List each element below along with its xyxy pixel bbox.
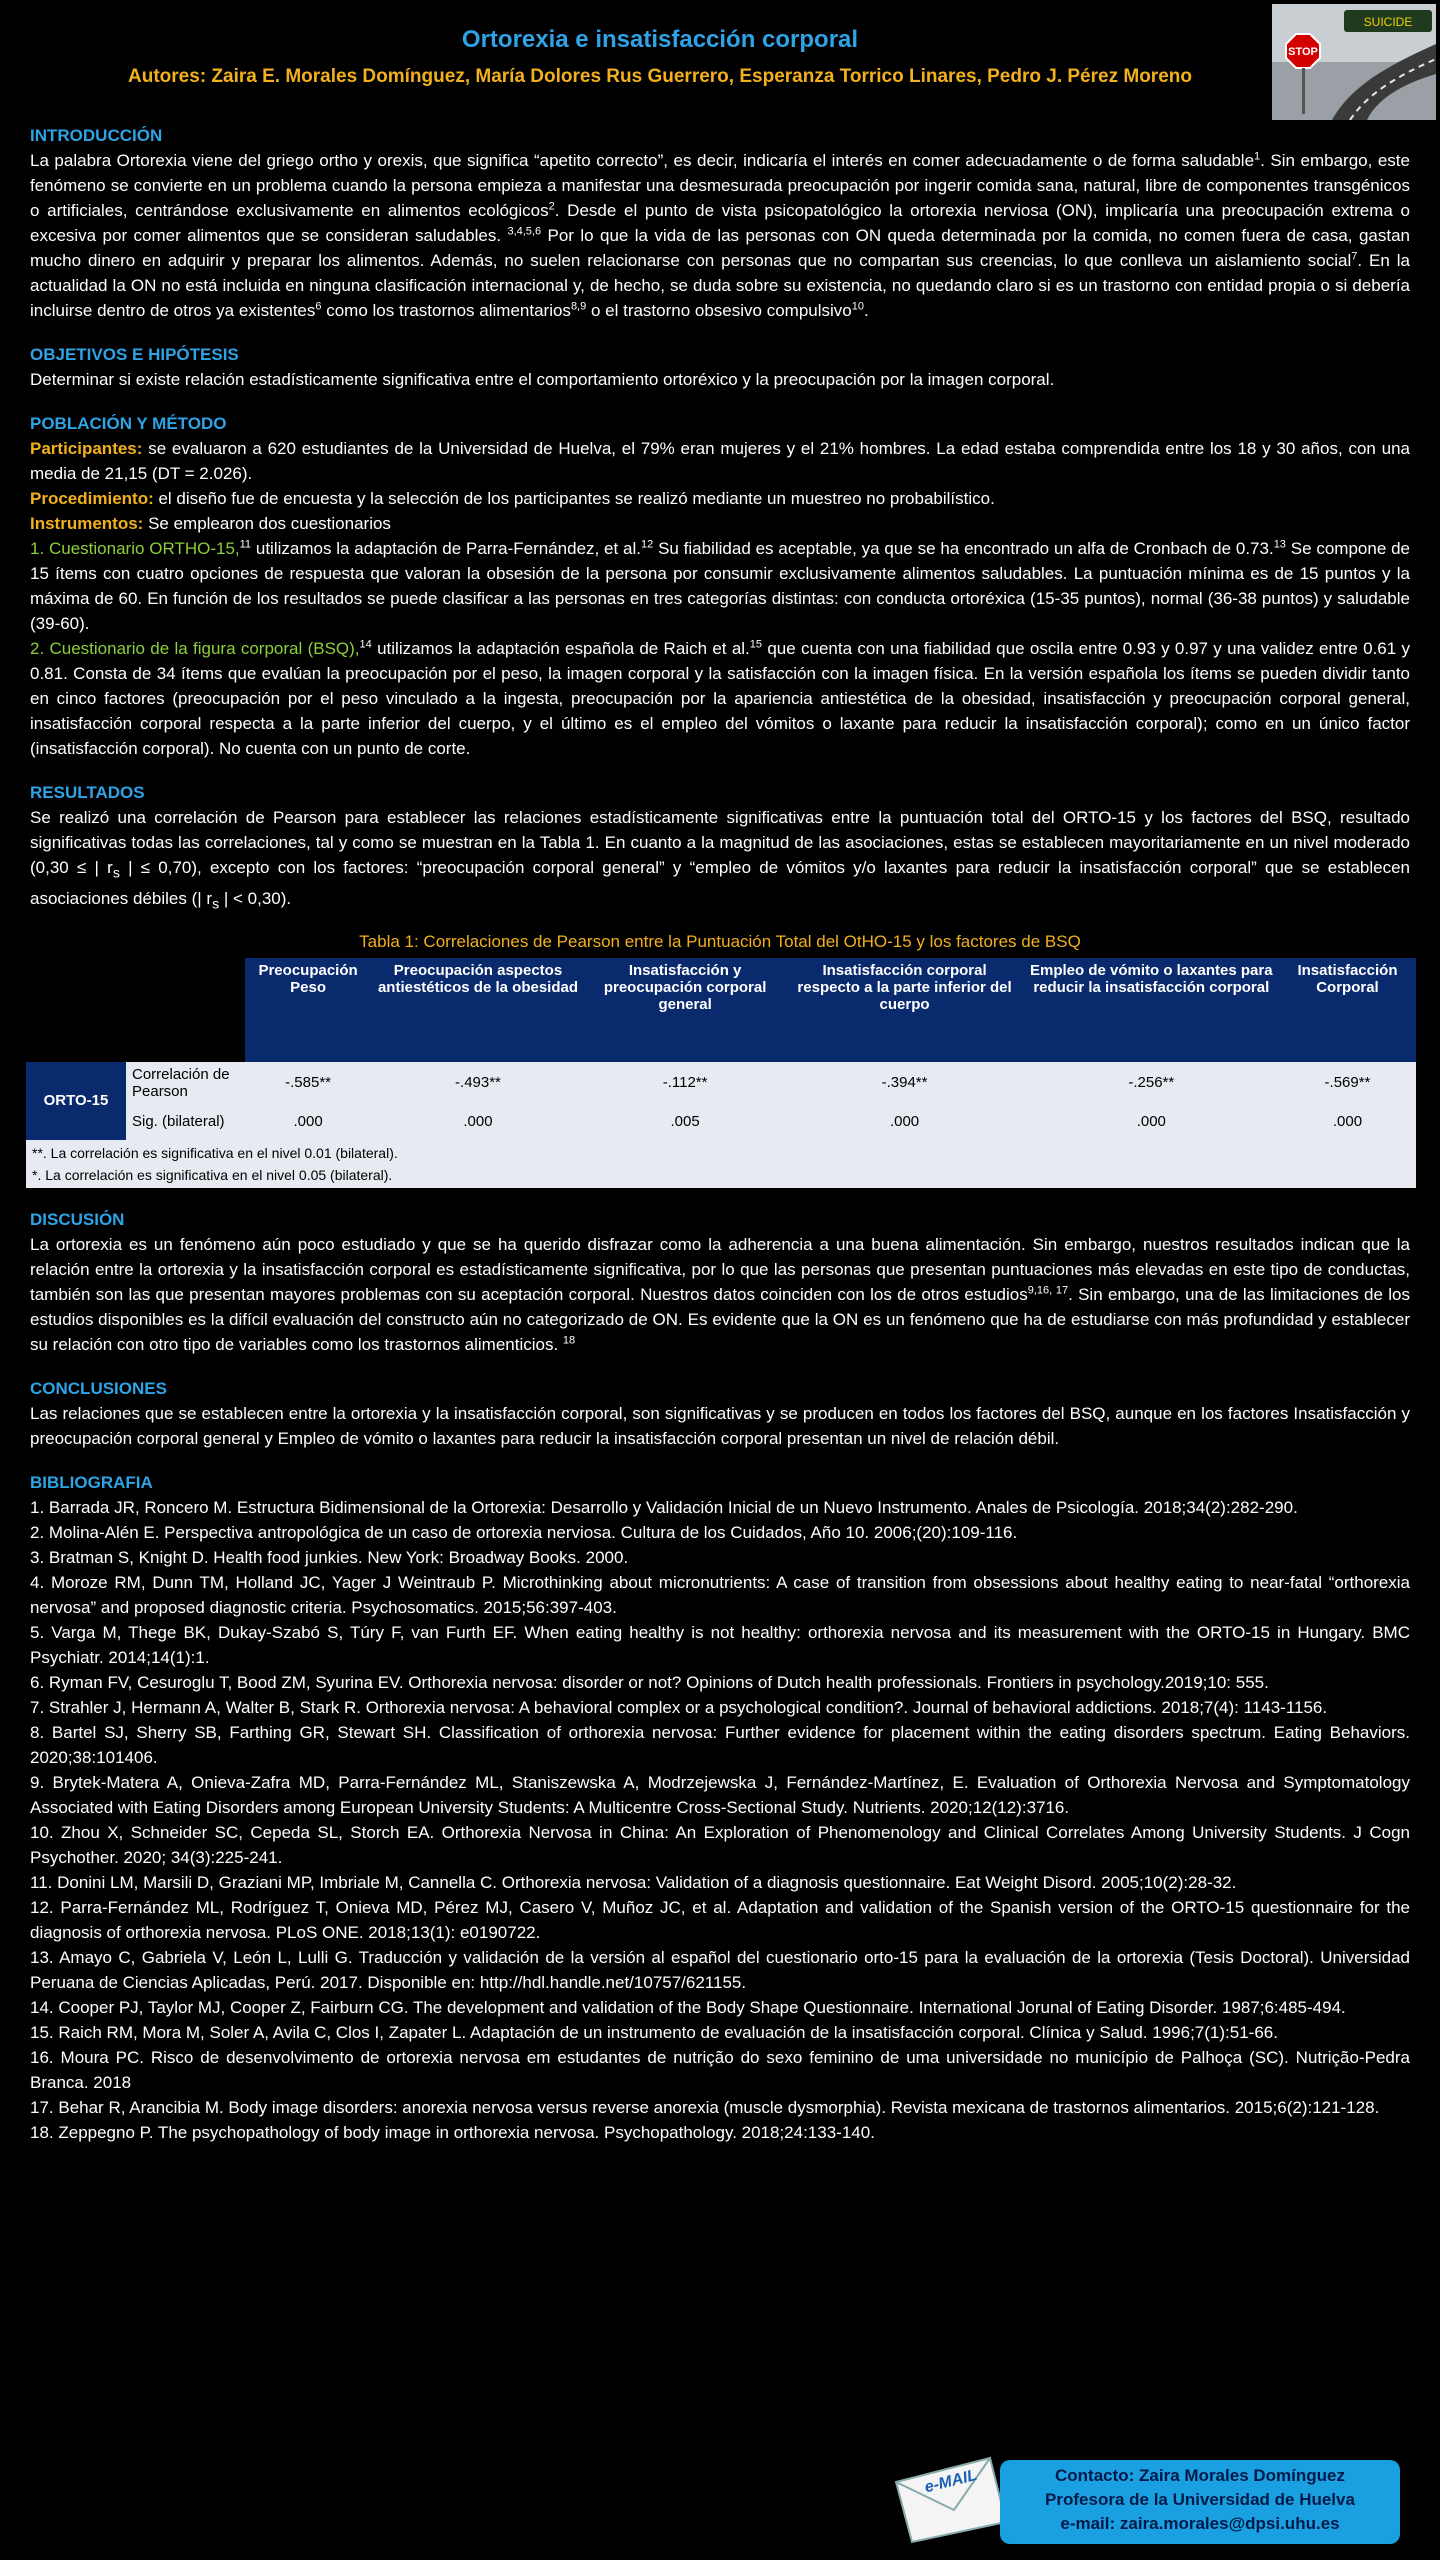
correlation-table bbox=[26, 958, 1416, 1140]
row-label: Correlación de Pearson bbox=[126, 1062, 245, 1104]
reference-item: 1. Barrada JR, Roncero M. Estructura Bidimensional de la Ortorexia: Desarrollo y Validación Inicial de un Nuevo Instrumento. Anales de Psicología. 2018;34(2):282-290. bbox=[30, 1497, 1298, 1517]
poster-header bbox=[0, 0, 1440, 120]
reference-item: 6. Ryman FV, Cesuroglu T, Bood ZM, Syurina EV. Orthorexia nervosa: disorder or not? Opinions of Dutch health professionals. Frontiers in psychology.2019;10: 555. bbox=[30, 1672, 1269, 1692]
reference-item: 12. Parra-Fernández ML, Rodríguez T, Onieva MD, Pérez MJ, Casero V, Muñoz JC, et al. Adaptation and validation of the Spanish version of the ORTO-15 questionnaire for the diagnosis of orthorexia nervosa. PLoS ONE. 2018;13(1): e0190722. bbox=[30, 1897, 1410, 1942]
reference-item: 16. Moura PC. Risco de desenvolvimento de ortorexia nervosa em estudantes de nutrição do sexo feminino de uma universidade no município de Palhoça (SC). Nutrição-Pedra Branca. 2018 bbox=[30, 2047, 1410, 2092]
intro-paragraph: La palabra Ortorexia viene del griego ortho y orexis, que significa “apetito correcto”, es decir, indicaría el interés en comer adecuadamente o de forma saludable$^1$. Sin embargo, este fenómeno se convierte en un problema cuando la persona empieza a manifestar una desmesurada preocupación por ingerir comida sana, natural, libre de componentes transgénicos o artificiales, centrándose exclusivamente en alimentos ecológicos$^2$. Desde el punto de vista psicopatológico la ortorexia nerviosa (ON), implicaría una preocupación extrema o excesiva por comer alimentos que se consideran saludables. $^{3,4,5,6}$ Por lo que la vida de las personas con ON queda determinada por la comida, no comen fuera de casa, gastan mucho dinero en adquirir y preparar los alimentos. Además, no suelen relacionarse con personas que no compartan sus creencias, lo que conlleva un aislamiento social$^7$. En la actualidad la ON no está incluida en ninguna clasificación internacional y, de hecho, se duda sobre su existencia, no quedando claro si es un trastorno con entidad propia o si debería incluirse dentro de otros ya existentes$^6$ como los trastornos alimentarios$^{8,9}$ o el trastorno obsesivo compulsivo$^{10}$. bbox=[30, 150, 1410, 320]
reference-item: 7. Strahler J, Hermann A, Walter B, Stark R. Orthorexia nervosa: A behavioral complex or a psychological condition?. Journal of behavioral addictions. 2018;7(4): 1143-1156. bbox=[30, 1697, 1328, 1717]
resultados-heading: RESULTADOS bbox=[30, 783, 145, 802]
bibliografia-heading: BIBLIOGRAFIA bbox=[30, 1472, 153, 1492]
table-cell: .000 bbox=[371, 1104, 585, 1140]
table-header-cell: Preocupación aspectos antiestéticos de la obesidad bbox=[371, 958, 585, 1062]
intro-heading: INTRODUCCIÓN bbox=[30, 126, 163, 145]
table-cell: -.569** bbox=[1279, 1062, 1416, 1104]
table-note: *. La correlación es significativa en el nivel 0.05 (bilateral). bbox=[32, 1166, 393, 1183]
reference-item: 8. Bartel SJ, Sherry SB, Farthing GR, Stewart SH. Classification of orthorexia nervosa: Further evidence for placement within the eating disorders spectrum. Eating Behaviors. 2020;38:101406. bbox=[30, 1722, 1410, 1767]
row-label: Sig. (bilateral) bbox=[126, 1104, 245, 1140]
reference-item: 5. Varga M, Thege BK, Dukay-Szabó S, Túry F, van Furth EF. When eating healthy is not healthy: orthorexia nervosa and its measurement with the ORTO-15 in Hungary. BMC Psychiatr. 2014;14(1):1. bbox=[30, 1622, 1410, 1667]
contact-name: Contacto: Zaira Morales Domínguez bbox=[1055, 2466, 1345, 2485]
cuestionario-bsq-paragraph: 2. Cuestionario de la figura corporal (BSQ),$^{14}$ utilizamos la adaptación española de Raich et al.$^{15}$ que cuenta con una fiabilidad que oscila entre 0.93 y 0.97 y una validez entre 0.61 y 0.81. Consta de 34 ítems que evalúan la preocupación por el peso, la imagen corporal y la satisfacción con la imagen física. En la versión española los ítems se pueden dividir tanto en cinco factores (preocupación por el peso vinculado a la ingesta, preocupación por la apariencia antiestética de la obesidad, insatisfacción y preocupación corporal general, insatisfacción corporal respecta a la parte inferior del cuerpo, y el último es el empleo del vómitos o laxante para reducir la insatisfacción corporal); como en un único factor (insatisfacción corporal). No cuenta con un punto de corte. bbox=[30, 638, 1410, 758]
contact-email[interactable]: e-mail: zaira.morales@dpsi.uhu.es bbox=[1060, 2514, 1340, 2533]
reference-item: 4. Moroze RM, Dunn TM, Holland JC, Yager J Weintraub P. Microthinking about micronutrients: A case of transition from obsessions about healthy eating to near-fatal “orthorexia nervosa” and proposed diagnostic criteria. Psychosomatics. 2015;56:397-403. bbox=[30, 1572, 1410, 1617]
reference-item: 15. Raich RM, Mora M, Soler A, Avila C, Clos I, Zapater L. Adaptación de un instrumento de evaluación de la insatisfacción corporal. Clínica y Salud. 1996;7(1):51-66. bbox=[30, 2022, 1278, 2042]
table-header-cell: Insatisfacción y preocupación corporal general bbox=[585, 958, 786, 1062]
reference-item: 14. Cooper PJ, Taylor MJ, Cooper Z, Fairburn CG. The development and validation of the Body Shape Questionnaire. International Jorunal of Eating Disorder. 1987;6:485-494. bbox=[30, 1997, 1346, 2017]
table-cell: -.585** bbox=[245, 1062, 371, 1104]
row-header-orto15: ORTO-15 bbox=[26, 1062, 126, 1140]
email-envelope-icon bbox=[890, 2452, 1010, 2544]
table-cell: -.394** bbox=[785, 1062, 1023, 1104]
contact-affiliation: Profesora de la Universidad de Huelva bbox=[1045, 2490, 1355, 2509]
reference-item: 3. Bratman S, Knight D. Health food junkies. New York: Broadway Books. 2000. bbox=[30, 1547, 629, 1567]
objetivos-heading: OBJETIVOS E HIPÓTESIS bbox=[30, 345, 239, 364]
reference-item: 17. Behar R, Arancibia M. Body image disorders: anorexia nervosa versus reverse anorexia (muscle dysmorphia). Revista mexicana de trastornos alimentarios. 2015;6(2):121-128. bbox=[30, 2097, 1380, 2117]
poster-body bbox=[30, 126, 1410, 2145]
discusion-paragraph: La ortorexia es un fenómeno aún poco estudiado y que se ha querido disfrazar como la adherencia a una buena alimentación. Sin embargo, nuestros resultados indican que la relación entre la ortorexia y la insatisfacción corporal es estadísticamente significativa, por lo que las personas que presentan puntuaciones más elevadas en este tipo de conductas, también son las que presentan mayores problemas con su aceptación corporal. Nuestros datos coinciden con los de otros estudios$^{9,16, 17}$. Sin embargo, una de las limitaciones de los estudios disponibles es la difícil evaluación del constructo aún no categorizado de ON. Es evidente que la ON es un fenómeno que ha de estudiarse con más profundidad y establecer su relación con otro tipo de variables como los trastornos alimenticios. $^{18}$ bbox=[30, 1234, 1410, 1354]
reference-item: 2. Molina-Alén E. Perspectiva antropológica de un caso de ortorexia nerviosa. Cultura de los Cuidados, Año 10. 2006;(20):109-116. bbox=[30, 1522, 1018, 1542]
table-note: **. La correlación es significativa en el nivel 0.01 (bilateral). bbox=[32, 1144, 398, 1161]
table-row bbox=[26, 1104, 1416, 1140]
table-cell: .000 bbox=[245, 1104, 371, 1140]
contact-block bbox=[890, 2452, 1410, 2544]
table-header-cell: Insatisfacción Corporal bbox=[1279, 958, 1416, 1062]
conclusiones-heading: CONCLUSIONES bbox=[30, 1378, 167, 1398]
logo-sign-text: SUICIDE bbox=[1363, 15, 1413, 29]
stop-suicide-logo bbox=[1272, 4, 1436, 120]
table-cell: -.112** bbox=[585, 1062, 786, 1104]
resultados-paragraph: Se realizó una correlación de Pearson para establecer las relaciones estadísticamente significativas entre la puntuación total del ORTO-15 y los factores del BSQ, resultado significativas todas las correlaciones, tal y como se muestran en la Tabla 1. En cuanto a la magnitud de las asociaciones, estas se establecen mayoritariamente en un nivel moderado (0,30 ≤ | $r_s$ | ≤ 0,70), excepto con los factores: “preocupación corporal general” y “empleo de vómitos y/o laxantes para reducir la insatisfacción corporal” que se establecen asociaciones débiles (| $r_s$ | < 0,30). bbox=[30, 808, 1410, 913]
table-cell: -.493** bbox=[371, 1062, 585, 1104]
table-header-cell: Preocupación Peso bbox=[245, 958, 371, 1062]
table-cell: .000 bbox=[1024, 1104, 1279, 1140]
table-cell: .000 bbox=[1279, 1104, 1416, 1140]
reference-item: 13. Amayo C, Gabriela V, León L, Lulli G. Traducción y validación de la versión al español del cuestionario orto-15 para la evaluación de la ortorexia (Tesis Doctoral). Universidad Peruana de Ciencias Aplicadas, Perú. 2017. Disponible en: http://hdl.handle.net/10757/621155. bbox=[30, 1947, 1410, 1992]
bibliografia-section bbox=[30, 1473, 1410, 2145]
table-notes bbox=[26, 1140, 1416, 1188]
table-header-cell: Insatisfacción corporal respecto a la parte inferior del cuerpo bbox=[785, 958, 1023, 1062]
contact-info bbox=[1000, 2460, 1400, 2544]
metodo-heading: POBLACIÓN Y MÉTODO bbox=[30, 414, 227, 433]
cuestionario-ortho-paragraph: 1. Cuestionario ORTHO-15,11 utilizamos la adaptación de Parra-Fernández, et al.$^{12}$ Su fiabilidad es aceptable, ya que se ha encontrado un alfa de Cronbach de 0.73.13 Se compone de 15 ítems con cuatro opciones de respuesta que valoran la obsesión de la persona por consumir exclusivamente alimentos saludables. La puntuación mínima es de 15 puntos y la máxima de 60. En función de los resultados se puede clasificar a las personas en tres categorías distintas: con conducta ortoréxica (15-35 puntos), normal (36-38 puntos) y saludable (39-60). bbox=[30, 538, 1411, 633]
table-corner bbox=[26, 958, 245, 1062]
reference-item: 10. Zhou X, Schneider SC, Cepeda SL, Storch EA. Orthorexia Nervosa in China: An Exploration of Phenomenology and Clinical Correlates Among University Students. J Cogn Psychother. 2020; 34(3):225-241. bbox=[30, 1822, 1410, 1867]
table-cell: .005 bbox=[585, 1104, 786, 1140]
logo-stop-text: STOP bbox=[1288, 46, 1318, 58]
poster-title: Ortorexia e insatisfacción corporal bbox=[461, 26, 859, 53]
table-row bbox=[26, 1062, 1416, 1104]
table-cell: -.256** bbox=[1024, 1062, 1279, 1104]
discusion-heading: DISCUSIÓN bbox=[30, 1209, 125, 1229]
table-cell: .000 bbox=[785, 1104, 1023, 1140]
conclusiones-text: Las relaciones que se establecen entre la ortorexia y la insatisfacción corporal, son significativas y se producen en todos los factores del BSQ, aunque en los factores Insatisfacción y preocupación corporal general y Empleo de vómito o laxantes para reducir la insatisfacción corporal presentan un nivel de relación débil. bbox=[30, 1403, 1410, 1448]
reference-item: 11. Donini LM, Marsili D, Graziani MP, Imbriale M, Cannella C. Orthorexia nervosa: Validation of a diagnosis questionnaire. Eat Weight Disord. 2005;10(2):28-32. bbox=[30, 1872, 1237, 1892]
reference-item: 9. Brytek-Matera A, Onieva-Zafra MD, Parra-Fernández ML, Staniszewska A, Modrzejewska J, Fernández-Martínez, E. Evaluation of Orthorexia Nervosa and Symptomatology Associated with Eating Disorders among European University Students: A Multicentre Cross-Sectional Study. Nutrients. 2020;12(12):3716. bbox=[30, 1772, 1410, 1817]
participantes-paragraph: Participantes: se evaluaron a 620 estudiantes de la Universidad de Huelva, el 79% eran mujeres y el 21% hombres. La edad estaba comprendida entre los 18 y 30 años, con una media de 21,15 (DT = 2.026). bbox=[30, 439, 1410, 483]
table-header-row bbox=[26, 958, 1416, 1062]
authors-line: Autores: Zaira E. Morales Domínguez, María Dolores Rus Guerrero, Esperanza Torrico Linares, Pedro J. Pérez Moreno bbox=[128, 66, 1192, 87]
procedimiento-paragraph: Procedimiento: el diseño fue de encuesta y la selección de los participantes se realizó mediante un muestreo no probabilístico. bbox=[30, 489, 995, 508]
instrumentos-paragraph: Instrumentos: Se emplearon dos cuestionarios bbox=[30, 514, 391, 533]
reference-item: 18. Zeppegno P. The psychopathology of body image in orthorexia nervosa. Psychopathology. 2018;24:133-140. bbox=[30, 2122, 875, 2142]
table-header-cell: Empleo de vómito o laxantes para reducir la insatisfacción corporal bbox=[1024, 958, 1279, 1062]
envelope-text: e-MAIL bbox=[922, 2466, 979, 2497]
objetivos-text: Determinar si existe relación estadísticamente significativa entre el comportamiento ortoréxico y la preocupación por la imagen corporal. bbox=[30, 370, 1055, 389]
table-caption: Tabla 1: Correlaciones de Pearson entre la Puntuación Total del OtHO-15 y los factores de BSQ bbox=[359, 931, 1081, 951]
